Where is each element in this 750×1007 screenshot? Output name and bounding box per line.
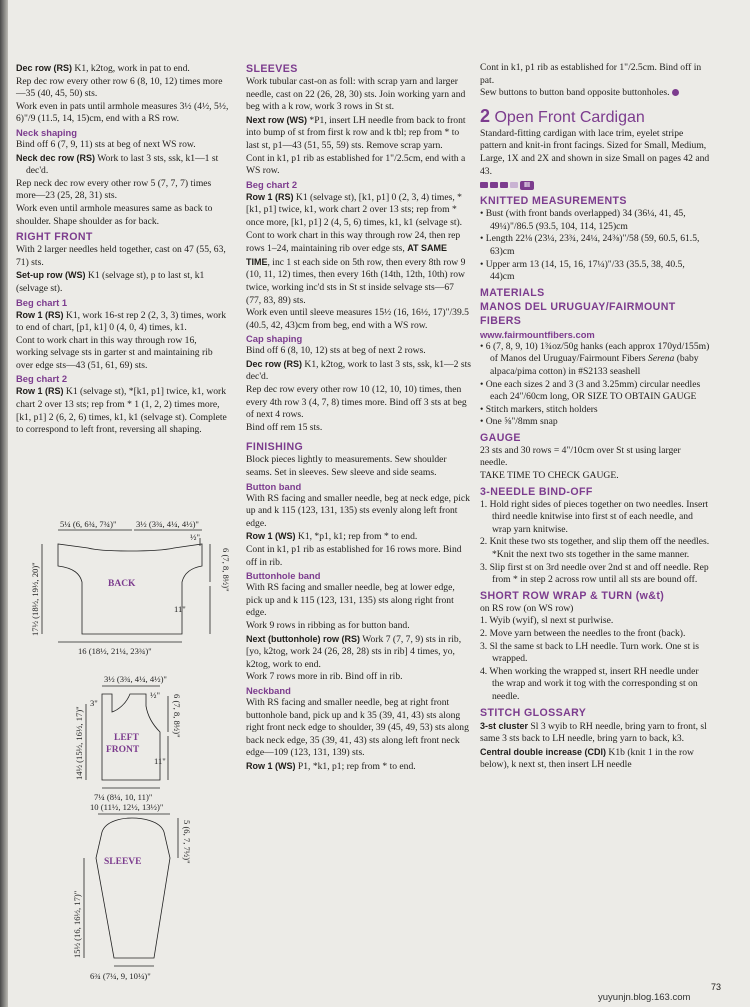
sleeve-outline <box>96 818 170 958</box>
sleeves-heading: SLEEVES <box>246 63 298 75</box>
list-item: 1. Wyib (wyif), sl next st purlwise. <box>480 615 614 627</box>
list-item: 3. Sl the same st back to LH needle. Turn work. One st is wrapped. <box>480 640 700 665</box>
para: With 2 larger needles held together, cast on 47 (55, 63, 71) sts. <box>16 244 226 268</box>
row1-ws: Row 1 (WS) K1, *p1, k1; rep from * to end. <box>246 531 418 543</box>
front-label-1: LEFT <box>114 733 139 743</box>
row1: Row 1 (RS) K1 (selvage st), [k1, p1] 0 (2, 3, 4) times, *[k1, p1] twice, k1, work chart 2 over 13 sts; rep from * once more, [k1, p1] 2 (4, 5, 6) times, k1, k1 (selvage st). <box>246 191 463 228</box>
para: Rep dec row every other row 6 (8, 10, 12) times more—35 (40, 45, 50) sts. <box>16 75 223 100</box>
para: 23 sts and 30 rows = 4"/10cm over St st using larger needle. <box>480 444 681 469</box>
para: Work 9 rows in ribbing as for button band. <box>246 619 410 631</box>
para: With RS facing and smaller needle, beg at lower edge, pick up and k 115 (123, 131, 135) sts along right front edge. <box>246 582 455 619</box>
list-item: • 6 (7, 8, 9, 10) 1¾oz/50g hanks (each approx 170yd/155m) of Manos del Uruguay/Fairmount Fibers Serena (baby alpaca/pima cotton) in #S2133 seashell <box>480 340 710 377</box>
bindoff-heading: 3-NEEDLE BIND-OFF <box>480 485 593 498</box>
manos-heading: MANOS DEL URUGUAY/FAIRMOUNT FIBERS <box>480 300 676 327</box>
glossary-item: 3-st cluster Sl 3 wyib to RH needle, bring yarn to front, sl same 3 sts back to LH needle, bring yarn to back, k3. <box>480 720 707 745</box>
materials-list <box>480 341 710 429</box>
para: Block pieces lightly to measurements. Sew shoulder seams. Set in sleeves. Sew sleeve and side seams. <box>246 454 447 479</box>
beg-chart2-heading: Beg chart 2 <box>16 373 68 385</box>
row1-ws: Row 1 (WS) P1, *k1, p1; rep from * to end. <box>246 760 416 772</box>
beg-chart1-heading: Beg chart 1 <box>16 296 68 308</box>
para: Rep dec row every other row 10 (12, 10, 10) times, then every 4th row 3 (4, 7, 8) times more. Bind off 3 sts at beg of next 4 rows. <box>246 384 467 421</box>
para: Bind off 6 (8, 10, 12) sts at beg of next 2 rows. <box>246 345 426 357</box>
row1: Row 1 (RS) K1 (selvage st), *[k1, p1] twice, k1, work chart 2 over 13 sts; rep from * 1 (1, 2, 2) times more, [k1, p1] 2 (6, 2, 6) times, k1, k1 (selvage st). Complete to correspond to left front, reversing all shaping. <box>16 386 227 436</box>
binding-gutter <box>0 0 8 1007</box>
para: Cont in k1, p1 rib as established for 1"/2.5cm, end with a WS row. <box>246 152 466 177</box>
list-item: • Upper arm 13 (14, 15, 16, 17¼)"/33 (35.5, 38, 40.5, 44)cm <box>480 258 685 283</box>
para: Work even in pats until armhole measures 3½ (4½, 5½, 6)"/9 (11.5, 14, 15)cm, end with a RS row. <box>16 100 229 125</box>
front-length: 11" <box>154 756 166 766</box>
skill-badge: III <box>520 181 534 190</box>
buttonhole-band-heading: Buttonhole band <box>246 570 321 582</box>
list-item: • Bust (with front bands overlapped) 34 (36¼, 41, 45, 49¼)"/86.5 (93.5, 104, 114, 125)cm <box>480 208 686 232</box>
dec-row: Dec row (RS) K1, k2tog, work in pat to end. <box>16 63 190 74</box>
page-number: 73 <box>711 982 722 992</box>
neck-shaping-heading: Neck shaping <box>16 126 77 138</box>
buttonhole-row: Next (buttonhole) row (RS) Work 7 (7, 7, 9) sts in rib, [yo, k2tog, work 24 (26, 28, 28) sts in rib] 4 times, yo, k2tog, work to end. <box>246 633 462 670</box>
list-item: 2. Knit these two sts together, and slip them off the needles. *Knit the next two sts together in the same manner. <box>480 536 710 561</box>
back-label: BACK <box>108 579 136 589</box>
back-armhole: 6 (7, 8, 8½)" <box>221 548 231 592</box>
sleeve-label: SLEEVE <box>104 857 142 867</box>
para: Work tubular cast-on as foll: with scrap yarn and larger needle, cast on 22 (26, 28, 30) sts. Join working yarn and beg with a k row, work 3 rows in St st. <box>246 76 466 113</box>
list-item: 2. Move yarn between the needles to the front (back). <box>480 628 686 639</box>
front-half: ½" <box>150 690 160 700</box>
pattern-title: 2 Open Front Cardigan <box>480 105 645 126</box>
column-right <box>480 62 710 772</box>
skill-level-icon <box>480 180 710 190</box>
wrap-turn-heading: SHORT ROW WRAP & TURN (w&t) <box>480 589 665 602</box>
para: Cont in k1, p1 rib as established for 16 rows more. Bind off in rib. <box>246 544 462 568</box>
dec-row: Dec row (RS) K1, k2tog, work to last 3 sts, ssk, k1—2 sts dec'd. <box>246 358 471 383</box>
list-item: • One ⅝"/8mm snap <box>480 416 558 428</box>
para: Cont to work chart in this way through row 16, working selvage sts in garter st and maintaining rib over edge sts—43 (51, 61, 69) sts. <box>16 334 213 371</box>
list-item: • Stitch markers, stitch holders <box>480 403 598 415</box>
wrap-list <box>480 615 710 703</box>
front-side: 14½ (15½, 16½, 17)" <box>74 706 84 780</box>
cap-shaping-heading: Cap shaping <box>246 333 303 345</box>
para: Work 7 rows more in rib. Bind off in rib. <box>246 671 403 683</box>
front-top: 3½ (3¾, 4¼, 4½)" <box>104 674 167 684</box>
back-outline <box>58 544 202 634</box>
para: Bind off 6 (7, 9, 11) sts at beg of next WS row. <box>16 138 196 150</box>
watermark: yuyunjn.blog.163.com <box>598 992 691 1003</box>
back-top-right: 3½ (3¾, 4¼, 4½)" <box>136 519 199 529</box>
knitted-measurements-heading: KNITTED MEASUREMENTS <box>480 195 627 208</box>
setup-row: Set-up row (WS) K1 (selvage st), p to last st, k1 (selvage st). <box>16 270 205 294</box>
measurements-list <box>480 208 710 284</box>
para: Cont in k1, p1 rib as established for 1"/2.5cm. Bind off in pat. <box>480 62 702 86</box>
neckband-heading: Neckband <box>246 684 291 696</box>
para: TAKE TIME TO CHECK GAUGE. <box>480 470 619 482</box>
back-top-left: 5¼ (6, 6¾, 7¾)" <box>60 519 117 529</box>
right-front-heading: RIGHT FRONT <box>16 231 93 244</box>
para: Work even until armhole measures same as back to shoulder. Shape shoulder as for back. <box>16 202 213 227</box>
sleeve-side: 15½ (16, 16½, 17)" <box>72 890 82 958</box>
next-row-ws: Next row (WS) *P1, insert LH needle from back to front into bump of st from first k row and k tbl; rep from * to last st, p1—43 (51, 55, 59) sts. Remove scrap yarn. <box>246 114 466 151</box>
supplier-link[interactable]: www.fairmountfibers.com <box>480 328 595 340</box>
list-item: 3. Slip first st on 3rd needle over 2nd st and off needle. Rep from * in step 2 across row until all sts are bound off. <box>480 561 709 586</box>
para: With RS facing and smaller needle, beg at right front buttonhole band, pick up and k 35 (39, 41, 43) sts along right front neck edge to shoulder, 39 (45, 49, 53) sts along back neck edge, 35 (39, 41, 43) sts along left front neck edge—109 (123, 131, 139) sts. <box>246 696 469 759</box>
front-armhole: 6 (7, 8, 8½)" <box>172 694 182 738</box>
sleeve-bottom: 6¾ (7¼, 9, 10¼)" <box>90 971 151 981</box>
para: Bind off rem 15 sts. <box>246 421 323 433</box>
glossary-item: Central double increase (CDI) K1b (knit 1 in the row below), k next st, then insert LH needle <box>480 746 694 771</box>
front-neck: 3" <box>90 698 98 708</box>
back-bottom: 16 (18½, 21¼, 23¾)" <box>78 646 152 656</box>
list-item: • Length 22⅛ (23¼, 23¾, 24¼, 24⅜)"/58 (59, 60.5, 61.5, 63)cm <box>480 233 700 257</box>
column-left <box>16 62 229 437</box>
column-middle <box>246 62 471 774</box>
list-item: 1. Hold right sides of pieces together on two needles. Insert third needle knitwise into first st of each needle, and wrap yarn knitwise. <box>480 498 709 535</box>
back-length: 11" <box>174 604 186 614</box>
para: Cont to work chart in this way through row 24, then rep rows 1–24, maintaining rib over edge sts, AT SAME TIME, inc 1 st each side on 5th row, then every 8th row 9 (10, 11, 12) times, then every 16th (14th, 12th, 10th) row twice, working inc'd sts in St st inside selvage sts—67 (77, 83, 89) sts. <box>246 229 466 306</box>
para: on RS row (on WS row) <box>480 602 574 614</box>
bindoff-list <box>480 499 710 587</box>
para: Sew buttons to button band opposite buttonholes. <box>480 87 710 100</box>
list-item: • One each sizes 2 and 3 (3 and 3.25mm) circular needles each 24"/60cm long, OR SIZE TO OBTAIN GAUGE <box>480 378 701 403</box>
schematic-diagrams <box>14 518 244 988</box>
front-label-2: FRONT <box>106 745 140 755</box>
sleeve-top: 10 (11½, 12½, 13½)" <box>90 802 164 812</box>
neck-dec-row: Neck dec row (RS) Work to last 3 sts, ssk, k1—1 st dec'd. <box>16 152 219 177</box>
beg-chart2-heading: Beg chart 2 <box>246 178 298 190</box>
sleeve-cap: 5 (6, 7, 7½)" <box>182 820 192 864</box>
finishing-heading: FINISHING <box>246 441 304 454</box>
back-half: ½" <box>190 532 200 542</box>
list-item: 4. When working the wrapped st, insert RH needle under the wrap and work it tog with the corresponding st on needle. <box>480 665 699 702</box>
materials-heading: MATERIALS <box>480 286 545 299</box>
intro: Standard-fitting cardigan with lace trim, eyelet stripe pattern and knit-in front facings. Sized for Small, Medium, Large, 1X and 2X and shown in size Small on pages 42 and 43. <box>480 127 710 177</box>
back-side: 17½ (18½, 19½, 20)" <box>30 562 40 636</box>
end-dot-icon <box>672 89 679 96</box>
button-band-heading: Button band <box>246 480 302 492</box>
para: Work even until sleeve measures 15½ (16, 16½, 17)"/39.5 (40.5, 42, 43)cm from beg, end with a WS row. <box>246 307 469 331</box>
front-bottom: 7¼ (8¼, 10, 11)" <box>94 792 153 802</box>
para: With RS facing and smaller needle, beg at neck edge, pick up and k 115 (123, 131, 135) sts evenly along left front edge. <box>246 492 470 529</box>
glossary-heading: STITCH GLOSSARY <box>480 706 587 719</box>
para: Rep neck dec row every other row 5 (7, 7, 7) times more—23 (25, 28, 31) sts. <box>16 177 212 202</box>
gauge-heading: GAUGE <box>480 431 521 444</box>
row1: Row 1 (RS) K1, work 16-st rep 2 (2, 3, 3) times, work to end of chart, [p1, k1] 0 (4, 0, 4) times, k1. <box>16 309 227 334</box>
